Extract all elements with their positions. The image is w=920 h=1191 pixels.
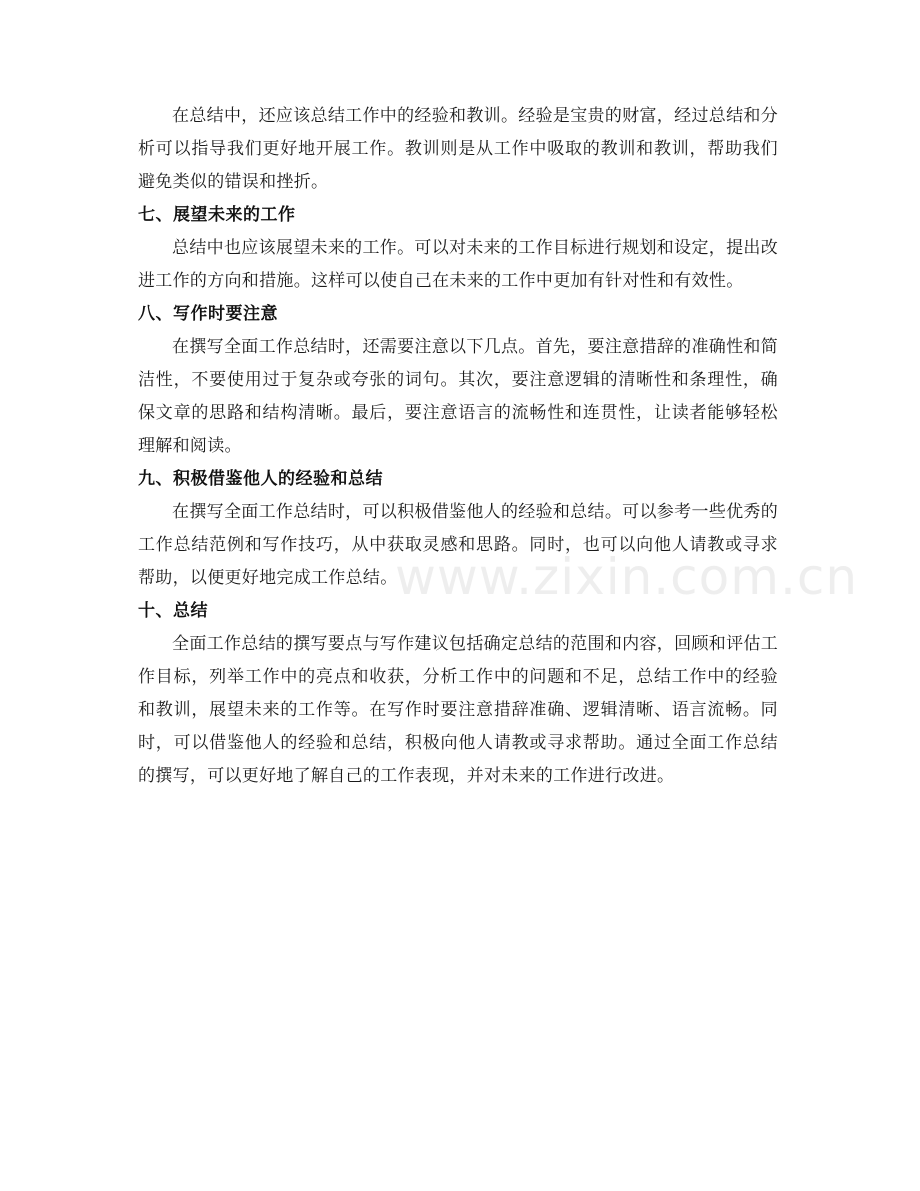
section-body-10: 全面工作总结的撰写要点与写作建议包括确定总结的范围和内容，回顾和评估工作目标，列举工作中的亮点和收获，分析工作中的问题和不足，总结工作中的经验和教训，展望未来的工作等。在写作时要注意措辞准确、逻辑清晰、语言流畅。同时，可以借鉴他人的经验和总结，积极向他人请教或寻求帮助。通过全面工作总结的撰写，可以更好地了解自己的工作表现，并对未来的工作进行改进。 xyxy=(138,634,778,786)
section-heading-10: 十、总结 xyxy=(138,601,208,621)
watermark: www.zixin.com.cn xyxy=(395,548,859,606)
section-heading-7: 七、展望未来的工作 xyxy=(138,205,296,225)
section-body-7: 总结中也应该展望未来的工作。可以对未来的工作目标进行规划和设定，提出改进工作的方向和措施。这样可以使自己在未来的工作中更加有针对性和有效性。 xyxy=(138,238,778,291)
section-heading-9: 九、积极借鉴他人的经验和总结 xyxy=(138,469,383,489)
document-body xyxy=(138,100,778,793)
section-body-9: 在撰写全面工作总结时，可以积极借鉴他人的经验和总结。可以参考一些优秀的工作总结范例和写作技巧，从中获取灵感和思路。同时，也可以向他人请教或寻求帮助，以便更好地完成工作总结。 xyxy=(138,502,778,588)
intro-paragraph: 在总结中，还应该总结工作中的经验和教训。经验是宝贵的财富，经过总结和分析可以指导我们更好地开展工作。教训则是从工作中吸取的教训和教训，帮助我们避免类似的错误和挫折。 xyxy=(138,106,778,192)
section-body-8: 在撰写全面工作总结时，还需要注意以下几点。首先，要注意措辞的准确性和简洁性，不要使用过于复杂或夸张的词句。其次，要注意逻辑的清晰性和条理性，确保文章的思路和结构清晰。最后，要注意语言的流畅性和连贯性，让读者能够轻松理解和阅读。 xyxy=(138,337,778,456)
section-heading-8: 八、写作时要注意 xyxy=(138,304,278,324)
